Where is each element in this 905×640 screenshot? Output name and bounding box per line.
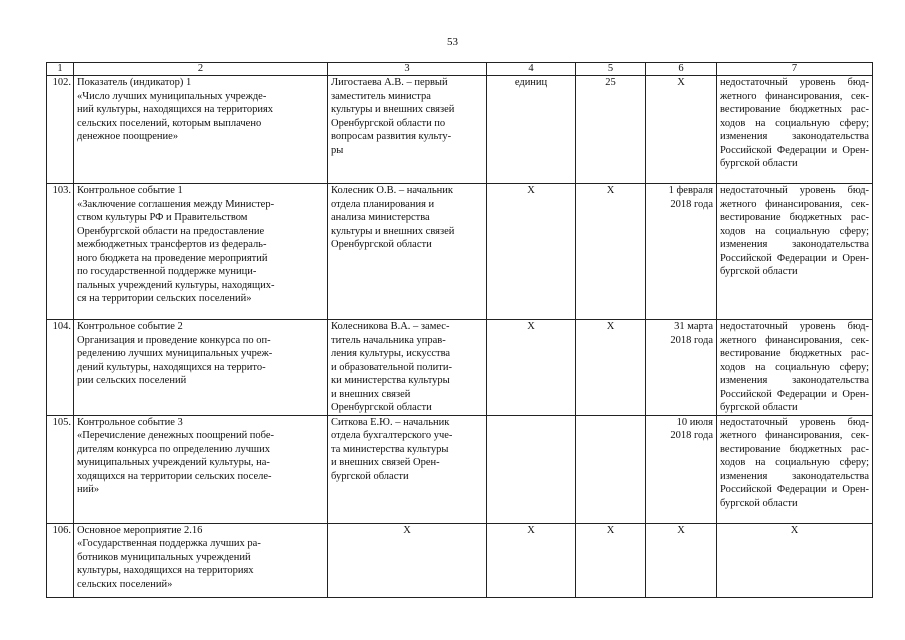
description-line: рии сельских поселений: [77, 375, 187, 386]
date-line: 2018 года: [670, 430, 713, 441]
unit-cell: единиц: [487, 76, 576, 184]
table-row: [47, 415, 873, 523]
description-line: Показатель (индикатор) 1: [77, 77, 192, 88]
responsible-line: Оренбургской области по: [331, 117, 446, 129]
description-line: сельских поселений, которым выплачено: [77, 117, 262, 129]
description-line: Основное мероприятие 2.16: [77, 524, 203, 536]
description-line: «Заключение соглашения между Министер-: [77, 198, 275, 210]
risk-line: Х: [790, 524, 799, 536]
table-row: [47, 320, 873, 416]
description-line: ся на территории сельских поселений»: [77, 293, 252, 304]
date-cell: [646, 76, 717, 184]
risk-line: вестирование бюджетных рас-: [720, 212, 869, 223]
responsible-line: анализа министерства: [331, 212, 430, 223]
description-line: сельских поселений»: [77, 578, 173, 590]
responsible-line: бургской области: [331, 470, 409, 482]
date-cell: [646, 415, 717, 523]
responsible-line: Ситкова Е.Ю. – начальник: [331, 416, 450, 428]
date-line: 31 марта: [674, 321, 713, 332]
row-number: 102.: [47, 76, 74, 184]
risk-line: жетного финансирования, сек-: [720, 198, 869, 210]
date-line: 2018 года: [670, 334, 713, 346]
value-cell: 25: [576, 76, 646, 184]
responsible-line: та министерства культуры: [331, 443, 449, 455]
risk-line: жетного финансирования, сек-: [720, 90, 869, 102]
risk-line: бургской области: [720, 266, 798, 277]
risk-line: вестирование бюджетных рас-: [720, 443, 869, 455]
description-line: ством культуры РФ и Правительством: [77, 212, 248, 223]
table-row: [47, 523, 873, 597]
risk-line: изменения законодательства: [720, 131, 869, 142]
risk-line: ходов на социальную сферу;: [720, 457, 869, 468]
description-cell: [74, 184, 328, 320]
description-line: ний»: [77, 484, 100, 495]
unit-cell: Х: [487, 184, 576, 320]
description-line: Организация и проведение конкурса по оп-: [77, 334, 271, 346]
responsible-line: титель начальника управ-: [331, 334, 446, 346]
risk-line: изменения законодательства: [720, 470, 869, 482]
date-line: Х: [677, 77, 685, 88]
risk-line: Российской Федерации и Орен-: [720, 252, 869, 264]
responsible-cell: [328, 523, 487, 597]
risk-cell: [717, 76, 873, 184]
header-cell: 2: [74, 63, 328, 76]
unit-cell: Х: [487, 523, 576, 597]
responsible-line: Лигостаева А.В. – первый: [331, 77, 448, 88]
responsible-line: Оренбургской области: [331, 239, 432, 250]
risk-line: изменения законодательства: [720, 239, 869, 250]
header-cell: 3: [328, 63, 487, 76]
responsible-line: Х: [403, 524, 411, 536]
risk-cell: [717, 184, 873, 320]
responsible-line: отдела планирования и: [331, 198, 435, 210]
date-cell: [646, 184, 717, 320]
description-line: ний культуры, находящихся на территориях: [77, 104, 274, 115]
responsible-line: и внешних связей: [331, 388, 411, 400]
description-line: «Число лучших муниципальных учрежде-: [77, 90, 267, 102]
description-line: Контрольное событие 2: [77, 321, 183, 332]
risk-cell: [717, 415, 873, 523]
description-line: по государственной поддержке муници-: [77, 266, 257, 277]
header-cell: 6: [646, 63, 717, 76]
responsible-line: культуры и внешних связей: [331, 104, 455, 115]
responsible-line: ры: [331, 144, 344, 156]
risk-cell: [717, 320, 873, 416]
risk-line: ходов на социальную сферу;: [720, 117, 869, 129]
description-cell: [74, 320, 328, 416]
risk-line: недостаточный уровень бюд-: [720, 321, 869, 332]
description-line: ходящихся на территории сельских поселе-: [77, 470, 272, 482]
description-line: «Государственная поддержка лучших ра-: [77, 538, 261, 549]
description-line: Контрольное событие 3: [77, 416, 183, 428]
table-row: [47, 184, 873, 320]
header-cell: 7: [717, 63, 873, 76]
risk-cell: [717, 523, 873, 597]
date-line: 1 февраля: [668, 185, 713, 196]
row-number: 105.: [47, 415, 74, 523]
value-cell: Х: [576, 320, 646, 416]
table-row: [47, 76, 873, 184]
responsible-line: и внешних связей Орен-: [331, 457, 440, 468]
description-line: денежное поощрение»: [77, 131, 179, 142]
risk-line: жетного финансирования, сек-: [720, 334, 869, 346]
risk-line: вестирование бюджетных рас-: [720, 348, 869, 359]
plan-table: [46, 62, 873, 598]
description-line: муниципальных учреждений культуры, на-: [77, 457, 270, 468]
header-cell: 4: [487, 63, 576, 76]
risk-line: Российской Федерации и Орен-: [720, 144, 869, 156]
responsible-cell: [328, 320, 487, 416]
value-cell: Х: [576, 523, 646, 597]
header-row: [47, 63, 873, 76]
responsible-line: Колесник О.В. – начальник: [331, 185, 453, 196]
description-line: ределению лучших муниципальных учреж-: [77, 348, 273, 359]
responsible-cell: [328, 184, 487, 320]
value-cell: Х: [576, 184, 646, 320]
risk-line: ходов на социальную сферу;: [720, 225, 869, 237]
responsible-cell: [328, 415, 487, 523]
description-line: Контрольное событие 1: [77, 185, 183, 196]
row-number: 104.: [47, 320, 74, 416]
risk-line: жетного финансирования, сек-: [720, 430, 869, 441]
responsible-line: ления культуры, искусства: [331, 348, 451, 359]
date-line: 2018 года: [670, 198, 713, 210]
date-cell: [646, 523, 717, 597]
risk-line: изменения законодательства: [720, 375, 869, 386]
responsible-line: вопросам развития культу-: [331, 131, 452, 142]
risk-line: недостаточный уровень бюд-: [720, 77, 869, 88]
row-number: 103.: [47, 184, 74, 320]
date-line: Х: [677, 524, 685, 536]
date-cell: [646, 320, 717, 416]
responsible-line: культуры и внешних связей: [331, 225, 455, 237]
description-cell: [74, 76, 328, 184]
unit-cell: Х: [487, 320, 576, 416]
risk-line: Российской Федерации и Орен-: [720, 484, 869, 495]
description-cell: [74, 415, 328, 523]
row-number: 106.: [47, 523, 74, 597]
risk-line: бургской области: [720, 402, 798, 413]
description-line: дителям конкурса по определению лучших: [77, 443, 270, 455]
risk-line: ходов на социальную сферу;: [720, 361, 869, 373]
description-line: межбюджетных трансфертов из федераль-: [77, 239, 267, 250]
risk-line: Российской Федерации и Орен-: [720, 388, 869, 400]
risk-line: недостаточный уровень бюд-: [720, 185, 869, 196]
responsible-cell: [328, 76, 487, 184]
risk-line: бургской области: [720, 497, 798, 509]
description-line: «Перечисление денежных поощрений побе-: [77, 430, 275, 441]
risk-line: вестирование бюджетных рас-: [720, 104, 869, 115]
responsible-line: Оренбургской области: [331, 402, 432, 413]
description-cell: [74, 523, 328, 597]
responsible-line: заместитель министра: [331, 90, 431, 102]
responsible-line: ки министерства культуры: [331, 375, 450, 386]
description-line: дений культуры, находящихся на террито-: [77, 361, 266, 373]
page-number: 53: [447, 36, 458, 48]
description-line: культуры, находящихся на территориях: [77, 565, 254, 576]
risk-line: недостаточный уровень бюд-: [720, 416, 869, 428]
unit-cell: [487, 415, 576, 523]
date-line: 10 июля: [676, 416, 713, 428]
responsible-line: Колесникова В.А. – замес-: [331, 321, 450, 332]
risk-line: бургской области: [720, 158, 798, 169]
header-cell: 5: [576, 63, 646, 76]
description-line: ботников муниципальных учреждений: [77, 551, 251, 563]
description-line: Оренбургской области на предоставление: [77, 225, 265, 237]
description-line: ного бюджета на проведение мероприятий: [77, 252, 268, 264]
header-cell: 1: [47, 63, 74, 76]
responsible-line: и образовательной полити-: [331, 361, 452, 373]
value-cell: [576, 415, 646, 523]
description-line: пальных учреждений культуры, находящих-: [77, 279, 275, 291]
responsible-line: отдела бухгалтерского уче-: [331, 430, 453, 441]
